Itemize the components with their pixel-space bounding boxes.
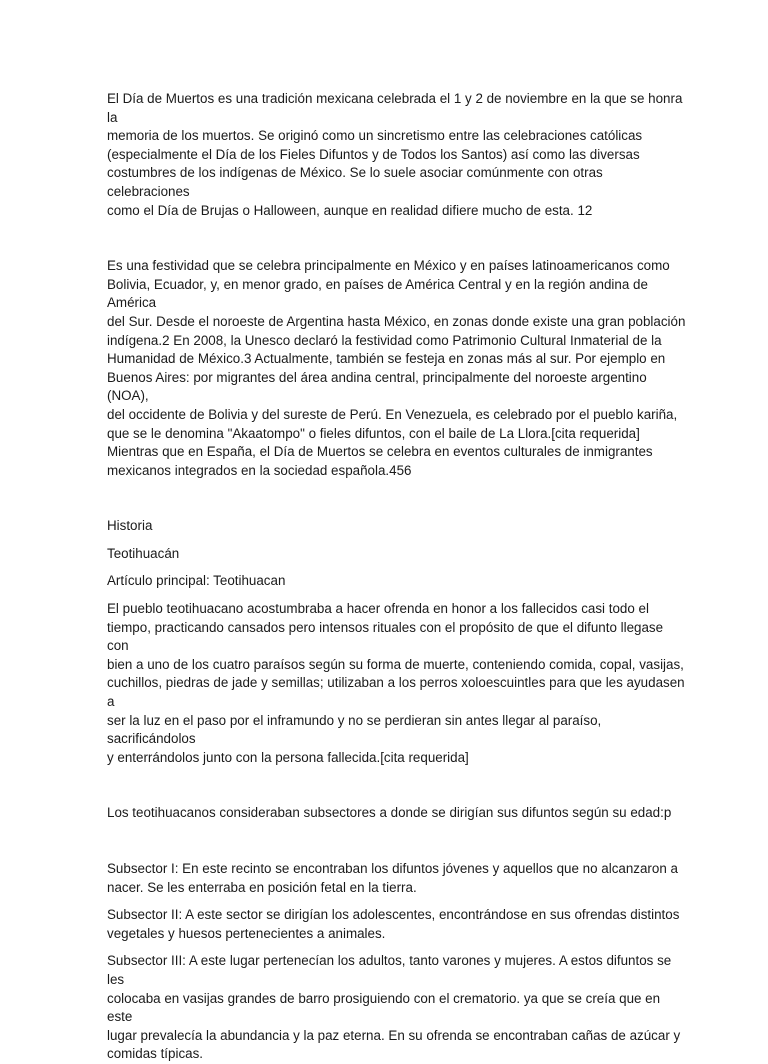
main-article-note: Artículo principal: Teotihuacan (107, 573, 286, 589)
subsector-1-paragraph: Subsector I: En este recinto se encontraban los difuntos jóvenes y aquellos que no alcanzaron a nacer. Se les enterraba en posición fetal en la tierra. (107, 861, 678, 895)
section-heading-historia: Historia (107, 518, 153, 534)
subsector-2-paragraph: Subsector II: A este sector se dirigían los adolescentes, encontrándose en sus ofrendas distintos vegetales y huesos pertenecientes a animales. (107, 907, 680, 941)
subsection-heading-teotihuacan: Teotihuacán (107, 545, 180, 561)
festivity-paragraph: Es una festividad que se celebra principalmente en México y en países latinoamericanos como Bolivia, Ecuador, y, en menor grado, en países de América Central y en la región andina de América del Sur. Desde el noroeste de Argentina hasta México, en zonas donde existe una gran población indígena.2 En 2008, la Unesco declaró la festividad como Patrimonio Cultural Inmaterial de la Humanidad de México.3 Actualmente, también se festeja en zonas más al sur. Por ejemplo en Buenos Aires: por migrantes del área andina central, principalmente del noroeste argentino (NOA), del occidente de Bolivia y del sureste de Perú. En Venezuela, es celebrado por el pueblo kariña, que se le denomina "Akaatompo" o fieles difuntos, con el baile de La Llora.[cita requerida] Mientras que en España, el Día de Muertos se celebra en eventos culturales de inmigrantes mexicanos integrados en la sociedad española.456 (107, 258, 686, 478)
teotihuacan-paragraph: El pueblo teotihuacano acostumbraba a hacer ofrenda en honor a los fallecidos casi todo el tiempo, practicando cansados pero intensos rituales con el propósito de que el difunto llegase con bien a uno de los cuatro paraísos según su forma de muerte, conteniendo comida, copal, vasijas, cuchillos, piedras de jade y semillas; utilizaban a los perros xoloescuintles para que les ayudasen a ser la luz en el paso por el inframundo y no se perdieran sin antes llegar al paraíso, sacrificándolos y enterrándolos junto con la persona fallecida.[cita requerida] (107, 601, 685, 765)
subsectors-intro-paragraph: Los teotihuacanos consideraban subsectores a donde se dirigían sus difuntos según su edad:p (107, 805, 672, 821)
subsector-3-paragraph: Subsector III: A este lugar pertenecían los adultos, tanto varones y mujeres. A estos difuntos se les colocaba en vasijas grandes de barro prosiguiendo con el crematorio. ya que se creía que en este lugar prevalecía la abundancia y la paz eterna. En su ofrenda se encontraban cañas de azúcar y comidas típicas. (107, 953, 681, 1062)
intro-paragraph: El Día de Muertos es una tradición mexicana celebrada el 1 y 2 de noviembre en la que se honra la memoria de los muertos. Se originó como un sincretismo entre las celebraciones católicas (especialmente el Día de los Fieles Difuntos y de Todos los Santos) así como las diversas costumbres de los indígenas de México. Se lo suele asociar comúnmente con otras celebraciones como el Día de Brujas o Halloween, aunque en realidad difiere mucho de esta. 12 (107, 91, 683, 218)
